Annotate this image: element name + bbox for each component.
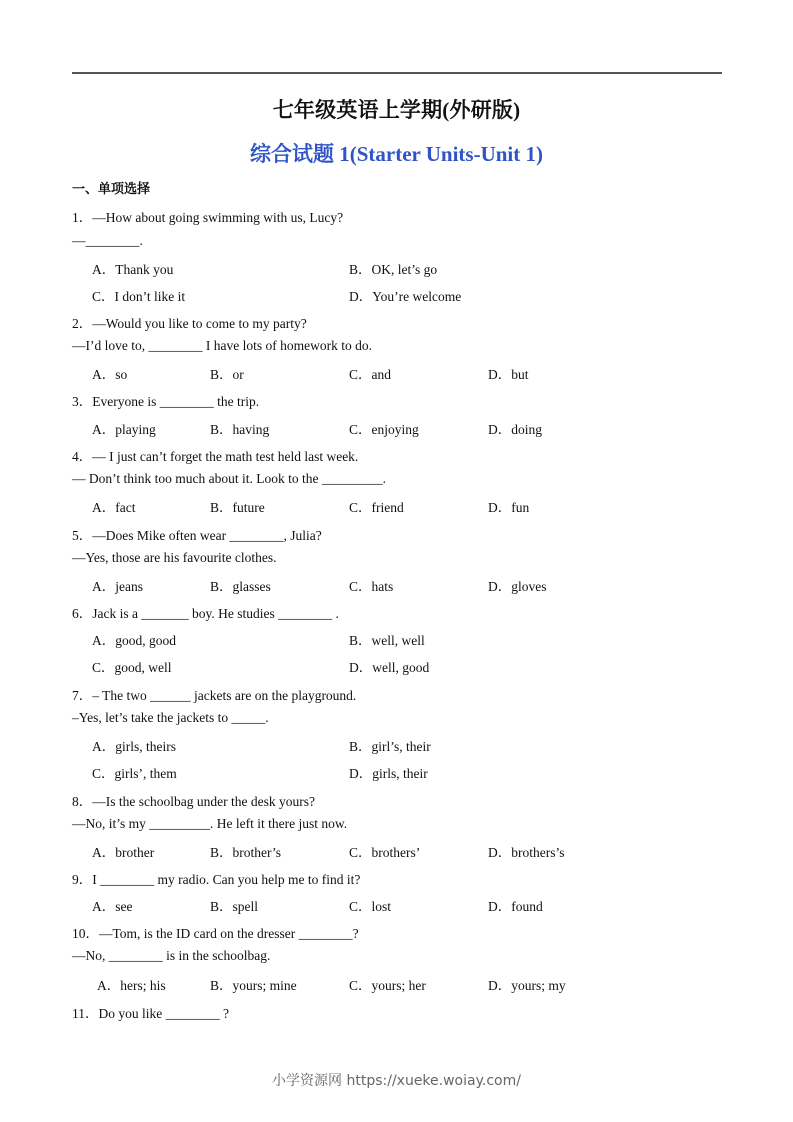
answer-option: B．girl’s, their	[349, 739, 431, 754]
question-line: 8．—Is the schoolbag under the desk yours?	[72, 794, 315, 809]
answer-option: D．girls, their	[349, 766, 428, 781]
question-line: — Don’t think too much about it. Look to the _________.	[72, 471, 386, 486]
answer-option: D．gloves	[488, 579, 547, 594]
document-title: 七年级英语上学期(外研版)	[272, 98, 521, 122]
answer-option: C．good, well	[92, 660, 172, 675]
answer-option: C．enjoying	[349, 422, 419, 437]
question-line: 5．—Does Mike often wear ________, Julia?	[72, 528, 322, 543]
answer-option: D．well, good	[349, 660, 430, 675]
answer-option: A．good, good	[92, 633, 176, 648]
answer-option: C．friend	[349, 500, 404, 515]
answer-option: B．future	[210, 500, 265, 515]
question-line: 11．Do you like ________ ?	[72, 1006, 229, 1021]
answer-option: B．spell	[210, 899, 259, 914]
answer-option: D．yours; my	[488, 978, 566, 993]
question-line: 4．— I just can’t forget the math test held last week.	[72, 449, 359, 464]
footer-watermark: 小学资源网 https://xueke.woiay.com/	[272, 1073, 521, 1089]
question-line: —No, ________ is in the schoolbag.	[72, 948, 271, 963]
answer-option: A．brother	[92, 845, 155, 860]
answer-option: B．well, well	[349, 633, 425, 648]
answer-option: A．playing	[92, 422, 156, 437]
question-line: –Yes, let’s take the jackets to _____.	[72, 710, 269, 725]
answer-option: D．fun	[488, 500, 530, 515]
answer-option: C．and	[349, 367, 391, 382]
question-line: —No, it’s my _________. He left it there just now.	[72, 816, 348, 831]
answer-option: D．You’re welcome	[349, 289, 462, 304]
question-line: —Yes, those are his favourite clothes.	[72, 550, 277, 565]
answer-option: A．so	[92, 367, 128, 382]
question-line: 10．—Tom, is the ID card on the dresser ________?	[72, 926, 359, 941]
answer-option: C．girls’, them	[92, 766, 177, 781]
question-line: 9．I ________ my radio. Can you help me to find it?	[72, 872, 361, 887]
answer-option: A．girls, theirs	[92, 739, 176, 754]
answer-option: B．having	[210, 422, 270, 437]
question-line: —I’d love to, ________ I have lots of homework to do.	[72, 338, 372, 353]
answer-option: C．hats	[349, 579, 394, 594]
answer-option: A．see	[92, 899, 133, 914]
question-line: —________.	[72, 233, 143, 248]
answer-option: C．yours; her	[349, 978, 426, 993]
section-heading: 一、单项选择	[72, 182, 151, 197]
answer-option: B．brother’s	[210, 845, 281, 860]
question-line: 6．Jack is a _______ boy. He studies ________ .	[72, 606, 339, 621]
answer-option: B．glasses	[210, 579, 271, 594]
answer-option: C．lost	[349, 899, 392, 914]
answer-option: D．brothers’s	[488, 845, 565, 860]
answer-option: C．brothers’	[349, 845, 421, 860]
question-line: 2．—Would you like to come to my party?	[72, 316, 307, 331]
answer-option: A．hers; his	[97, 978, 166, 993]
question-line: 1．—How about going swimming with us, Lucy?	[72, 210, 344, 225]
header-rule	[72, 72, 722, 74]
answer-option: D．doing	[488, 422, 542, 437]
answer-option: A．fact	[92, 500, 136, 515]
question-line: 7．– The two ______ jackets are on the playground.	[72, 688, 357, 703]
answer-option: D．but	[488, 367, 529, 382]
document-subtitle: 综合试题 1(Starter Units-Unit 1)	[250, 142, 543, 166]
answer-option: B．or	[210, 367, 244, 382]
answer-option: A．jeans	[92, 579, 143, 594]
answer-option: B．OK, let’s go	[349, 262, 438, 277]
answer-option: B．yours; mine	[210, 978, 297, 993]
answer-option: A．Thank you	[92, 262, 174, 277]
answer-option: C．I don’t like it	[92, 289, 186, 304]
question-line: 3．Everyone is ________ the trip.	[72, 394, 260, 409]
answer-option: D．found	[488, 899, 543, 914]
